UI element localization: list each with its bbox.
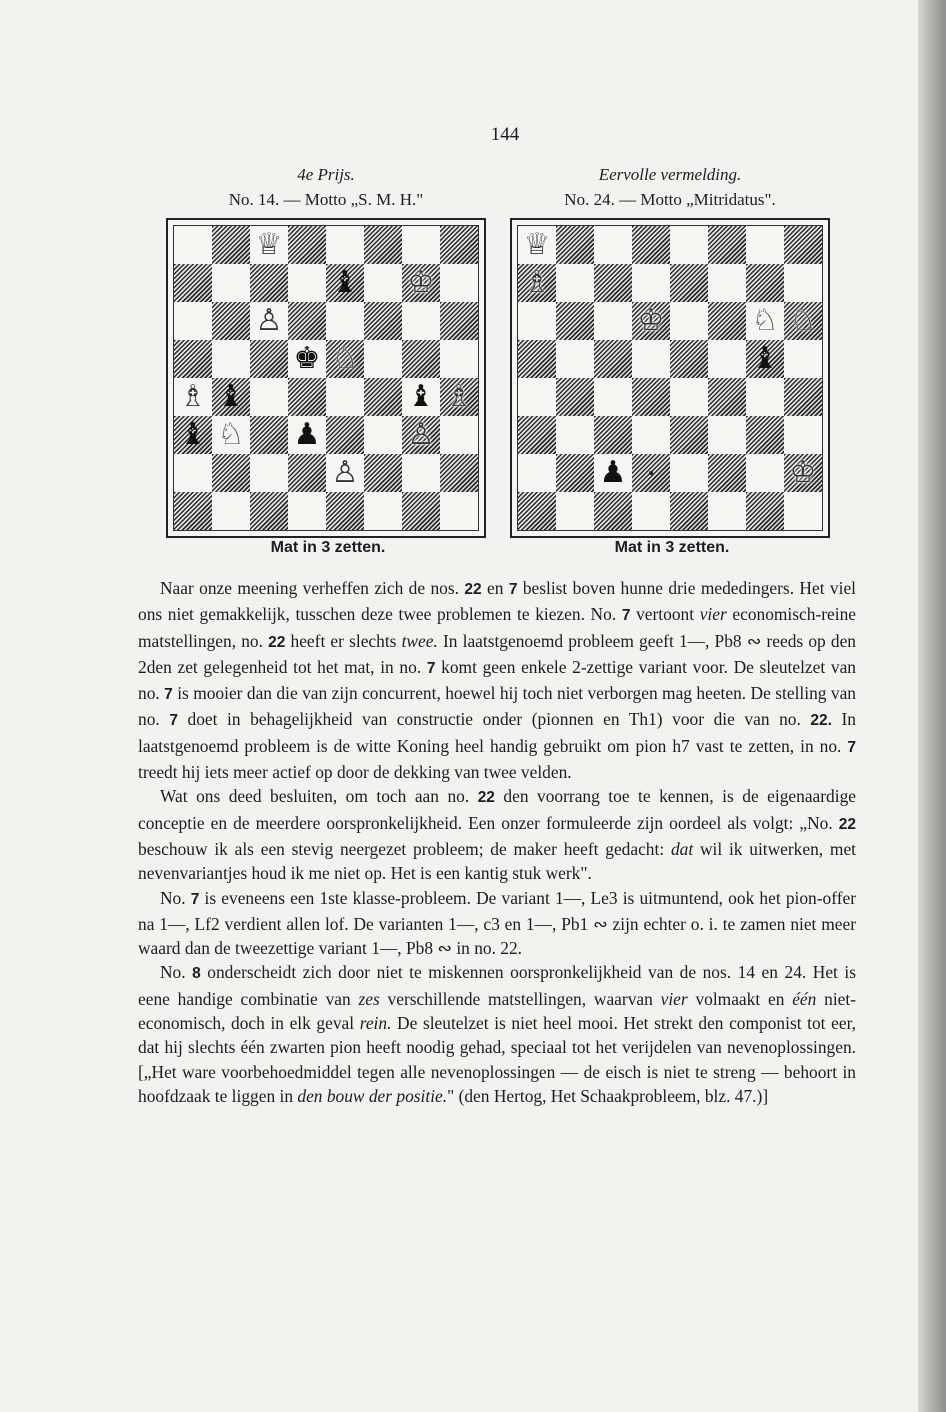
board-square-f3 [708,416,746,454]
board-square-d3 [632,416,670,454]
paragraph [138,576,856,784]
italic-text: den bouw der positie. [297,1085,448,1106]
board-square-b2 [556,454,594,492]
text-run: is eveneens een 1ste klasse-probleem. De variant 1—, Le3 is uitmuntend, ook het pion-offer na 1—, Lf2 verdient allen lof. De varianten 1—, c3 en 1—, Pb1 ∾ zijn echter o. i. te zamen niet meer waard dan de tweezettige variant 1—, Pb8 ∾ in no. 22. [138,887,856,959]
problem-number: 22 [464,581,482,598]
board-square-g7 [746,264,784,302]
white-queen-icon: ♕ [523,227,551,262]
board-square-e1 [670,492,708,530]
text-run: heeft er slechts [285,630,402,651]
text-run: den voorrang toe te kennen, is de eigenaardige conceptie en de meerdere oorspronkelijkheid. Een onzer formuleerde zijn oordeel als volgt: „No. [138,786,856,833]
board-square-f1 [708,492,746,530]
board-square-a8 [174,226,212,264]
board-square-d6 [288,302,326,340]
problem-2-title: No. 24. — Motto „Mitridatus". [564,190,776,209]
board-square-a1 [518,492,556,530]
body-text [138,576,856,1108]
board-square-a2 [518,454,556,492]
board-square-f4 [708,378,746,416]
text-run: No. [160,887,191,908]
board-square-d4 [632,378,670,416]
board-square-b6 [212,302,250,340]
board-square-g1 [746,492,784,530]
board-square-c6 [594,302,632,340]
board-square-c7 [250,264,288,302]
text-run: komt geen enkele 2-zettige variant voor. De sleutelzet van no. [138,656,856,704]
black-bishop-icon: ♝ [179,417,207,452]
black-bishop-icon: ♝ [751,341,779,376]
board-square-f2 [364,454,402,492]
board-square-h8 [784,226,822,264]
board-square-h5 [784,340,822,378]
white-king-icon: ♔ [637,303,665,338]
white-pawn-icon: ♙ [331,455,359,490]
board-square-b2 [212,454,250,492]
board-square-f8 [708,226,746,264]
board-square-c4 [250,378,288,416]
board-square-h6 [440,302,478,340]
white-bishop-icon: ♗ [445,379,473,414]
text-run: doet in behagelijkheid van constructie onder (pionnen en Th1) voor die van no. [177,709,811,730]
white-pawn-icon: ♙ [407,417,435,452]
board-square-c4 [594,378,632,416]
board-square-f1 [364,492,402,530]
board-square-f8 [364,226,402,264]
board-square-b8 [212,226,250,264]
text-run: onderscheidt zich door niet te miskennen oorspronkelijkheid van de nos. 14 en 24. Het is eene handige combinatie van [138,962,856,1009]
italic-text: dat [670,838,694,859]
text-run: " (den Hertog, Het Schaakprobleem, blz. 47.)] [447,1085,769,1106]
board-square-g1 [402,492,440,530]
board-square-c1 [250,492,288,530]
board-square-b3 [556,416,594,454]
board-square-a6 [518,302,556,340]
board-square-e1 [326,492,364,530]
board-square-b6 [556,302,594,340]
board-square-c5 [250,340,288,378]
problem-2-chessboard [517,225,823,531]
board-square-b1 [556,492,594,530]
board-square-h7 [784,264,822,302]
problem-2-diagram-frame [510,218,830,538]
board-square-e2 [670,454,708,492]
board-square-f7 [708,264,746,302]
board-square-b7 [556,264,594,302]
italic-text: zes [358,988,380,1009]
text-run: vertoont [630,604,700,625]
text-run: verschillende matstellingen, waarvan [379,988,661,1009]
board-square-f5 [364,340,402,378]
board-square-a5 [518,340,556,378]
board-square-f4 [364,378,402,416]
board-square-c8 [594,226,632,264]
italic-text: twee. [401,630,438,651]
paragraph [138,886,856,961]
board-square-g8 [402,226,440,264]
white-king-icon: ♔ [407,265,435,300]
black-bishop-icon: ♝ [217,379,245,414]
text-run: Naar onze meening verheffen zich de nos. [160,578,465,598]
board-square-h5 [440,340,478,378]
text-run: volmaakt en [687,988,793,1009]
board-square-e6 [670,302,708,340]
board-square-f6 [708,302,746,340]
italic-text: vier [699,604,727,625]
black-king-icon: ♚ [293,341,321,376]
board-square-h2 [440,454,478,492]
problem-1-title: No. 14. — Motto „S. M. H." [228,190,424,209]
board-square-a4 [518,378,556,416]
italic-text: één [792,988,817,1009]
board-square-e4 [326,378,364,416]
text-run: beslist boven hunne drie mededingers. Het viel ons niet gemakkelijk, tusschen deze twee problemen te kiezen. No. [138,578,856,625]
board-square-g6 [402,302,440,340]
problem-number: 22 [477,789,495,807]
problem-1-award: 4e Prijs. [297,165,355,184]
board-square-h4 [784,378,822,416]
board-square-g4 [746,378,784,416]
board-square-d7 [288,264,326,302]
problem-number: 8 [192,965,201,983]
board-square-e7 [670,264,708,302]
board-square-d1 [632,492,670,530]
board-square-e8 [670,226,708,264]
problem-number: 22 [268,633,286,651]
text-run: beschouw ik als een stevig neergezet probleem; de maker heeft gedacht: [138,838,671,859]
problem-number: 7 [621,607,631,625]
problem-number: 7 [164,686,173,704]
page-edge-shadow [918,0,946,1412]
problem-2-award: Eervolle vermelding. [598,165,742,184]
problem-number: 7 [508,581,518,598]
black-bishop-icon: ♝ [407,379,435,414]
text-run: is mooier dan die van zijn concurrent, hoewel hij toch niet verborgen mag heeten. De stelling van no. [138,683,856,730]
board-square-h1 [440,492,478,530]
board-square-f6 [364,302,402,340]
board-square-c3 [594,416,632,454]
board-square-d4 [288,378,326,416]
board-square-a6 [174,302,212,340]
board-square-a7 [174,264,212,302]
board-square-d2 [288,454,326,492]
board-square-d7 [632,264,670,302]
board-square-e3 [670,416,708,454]
problem-number: 7 [847,738,856,756]
page-number: 144 [490,124,520,145]
board-square-b7 [212,264,250,302]
board-square-h7 [440,264,478,302]
italic-text: vier [660,988,688,1009]
problem-number: 22. [810,712,832,730]
problem-number: 22 [838,815,856,833]
board-square-e4 [670,378,708,416]
problem-number: 7 [190,890,200,908]
board-square-h3 [784,416,822,454]
problem-2-caption: Mat in 3 zetten. [614,539,730,556]
board-square-g8 [746,226,784,264]
board-square-b1 [212,492,250,530]
paragraph [138,960,856,1108]
board-square-g3 [746,416,784,454]
board-square-d5 [632,340,670,378]
board-square-a1 [174,492,212,530]
white-bishop-icon: ♗ [179,379,207,414]
text-run: wil ik uitwerken, met nevenvariantjes houd ik me niet op. Het is een kantig stuk werk". [138,838,856,884]
text-run: treedt hij iets meer actief op door de dekking van twee velden. [138,762,572,783]
black-pawn-icon: ♟ [599,455,627,490]
text-run: In laatstgenoemd probleem is de witte Koning heel handig gebruikt om pion h7 vast te zetten, in no. [138,709,857,756]
text-run: economisch-reine matstellingen, no. [138,604,856,651]
board-square-c1 [594,492,632,530]
board-square-h8 [440,226,478,264]
board-square-f2 [708,454,746,492]
board-square-e8 [326,226,364,264]
text-run: Wat ons deed besluiten, om toch aan no. [160,786,478,807]
board-square-d8 [632,226,670,264]
board-square-h1 [784,492,822,530]
white-queen-icon: ♕ [255,227,283,262]
problem-1-chessboard [173,225,479,531]
white-knight-icon: ♘ [217,417,245,452]
white-knight-icon: ♘ [331,341,359,376]
text-run: niet-economisch, doch in elk geval [138,988,856,1034]
white-bishop-icon: ♗ [523,265,551,300]
white-king-icon: ♔ [789,455,817,490]
board-square-e3 [326,416,364,454]
white-knight-icon: ♘ [751,303,779,338]
board-square-a2 [174,454,212,492]
board-square-d8 [288,226,326,264]
text-run: De sleutelzet is niet heel mooi. Het strekt den componist tot eer, dat hij slechts één zwarten pion heeft noodig gehad, speciaal tot het verijdelen van nevenoplossingen. [„Het ware voorbehoedmiddel tegen alle nevenoplossingen — de eisch is niet te streng — behoort in hoofdzaak te liggen in [138,1013,857,1106]
italic-text: rein. [359,1013,392,1034]
problem-number: 7 [169,712,178,730]
board-square-c3 [250,416,288,454]
problem-number: 7 [426,659,436,677]
board-square-d1 [288,492,326,530]
board-square-h3 [440,416,478,454]
board-square-a3 [518,416,556,454]
board-square-c7 [594,264,632,302]
board-square-c5 [594,340,632,378]
board-square-g5 [402,340,440,378]
board-square-g2 [746,454,784,492]
board-square-c2 [250,454,288,492]
black-pawn-icon: ♟ [293,417,321,452]
text-run: In laatstgenoemd probleem geeft 1—, Pb8 ∾ reeds op den 2den zet gelegenheid tot het mat, in no. [138,630,856,677]
paragraph [138,784,856,885]
board-square-b5 [556,340,594,378]
board-square-b4 [556,378,594,416]
board-square-b8 [556,226,594,264]
board-square-e5 [670,340,708,378]
white-knight-icon: ♘ [789,303,817,338]
problem-1-diagram-frame [166,218,486,538]
board-square-f5 [708,340,746,378]
board-square-e6 [326,302,364,340]
board-square-a5 [174,340,212,378]
text-run: No. [160,962,193,983]
black-bishop-icon: ♝ [331,265,359,300]
board-square-b5 [212,340,250,378]
board-square-f7 [364,264,402,302]
board-square-f3 [364,416,402,454]
square-dot-marker [649,471,653,475]
white-pawn-icon: ♙ [255,303,283,338]
board-square-g2 [402,454,440,492]
problem-1-caption: Mat in 3 zetten. [270,539,386,556]
text-run: en [481,578,509,598]
